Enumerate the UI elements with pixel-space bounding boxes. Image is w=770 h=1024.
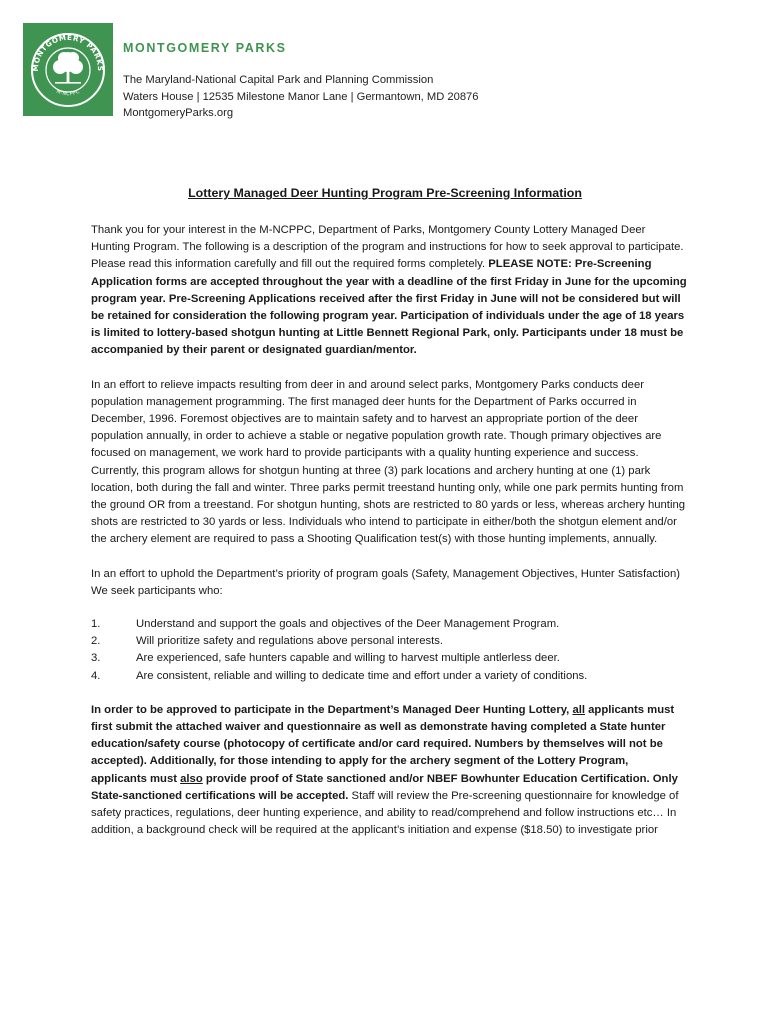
emphasis-all: all <box>572 703 585 716</box>
list-item-number: 3. <box>91 652 101 665</box>
montgomery-parks-logo <box>23 23 113 116</box>
emphasis-also: also <box>180 772 203 785</box>
list-item-text: Are consistent, reliable and willing to dedicate time and effort under a variety of conditions. <box>136 669 588 682</box>
list-item <box>91 616 687 633</box>
approval-requirements-paragraph <box>91 702 687 840</box>
intro-text: Thank you for your interest in the M-NCPPC, Department of Parks, Montgomery County Lottery Managed Deer Hunting Program. The following is a description of the program and instructions for how to seek approval to participate. Please read this information carefully and fill out the required forms completely. <box>91 224 684 271</box>
list-item-text: Understand and support the goals and objectives of the Deer Management Program. <box>136 618 560 631</box>
address-block <box>123 72 479 122</box>
brand-name: MONTGOMERY PARKS <box>123 41 287 55</box>
list-item <box>91 633 687 650</box>
intro-note: PLEASE NOTE: Pre-Screening Application forms are accepted throughout the year with a deadline of the first Friday in June for the upcoming program year. Pre-Screening Applications received after the first Friday in June will not be considered but will be retained for consideration the following program year. Participation of individuals under the age of 18 years is limited to lottery-based shotgun hunting at Little Bennett Regional Park, only. Participants under 18 must be accompanied by their parent or designated guardian/mentor. <box>91 258 687 357</box>
program-description-paragraph: In an effort to relieve impacts resulting from deer in and around select parks, Montgomery Parks conducts deer population management programming. The first managed deer hunts for the Department of Parks occurred in December, 1996. Foremost objectives are to maintain safety and to harvest an appropriate portion of the deer population annually, in order to achieve a stable or negative population growth rate. Though primary objectives are focused on management, we work hard to provide participants with a quality hunting experience and success. Currently, this program allows for shotgun hunting at three (3) park locations and archery hunting at one (1) park location, both during the fall and winter. Three parks permit treestand hunting only, while one park permits hunting from the ground OR from a treestand. For shotgun hunting, shots are restricted to 80 yards or less, whereas archery hunting shots are restricted to 30 yards or less. Individuals who intend to participate in either/both the shotgun element and/or the archery element are required to pass a Shooting Qualification test(s) with those hunting implements, annually. <box>91 378 686 546</box>
list-item-number: 4. <box>91 669 101 682</box>
program-goals-paragraph: In an effort to uphold the Department’s priority of program goals (Safety, Management Objectives, Hunter Satisfaction) We seek participants who: <box>91 567 680 597</box>
list-item-number: 1. <box>91 618 101 631</box>
participant-goals-list <box>91 616 687 685</box>
document-title: Lottery Managed Deer Hunting Program Pre-Screening Information <box>188 186 582 200</box>
tree-seal-icon <box>28 30 108 110</box>
list-item-text: Will prioritize safety and regulations above personal interests. <box>136 635 444 648</box>
list-item-number: 2. <box>91 635 101 648</box>
list-item <box>91 650 687 667</box>
address-line-street: Waters House | 12535 Milestone Manor Lane | Germantown, MD 20876 <box>123 90 479 103</box>
address-line-website: MontgomeryParks.org <box>123 107 234 119</box>
list-item-text: Are experienced, safe hunters capable and willing to harvest multiple antlerless deer. <box>136 652 560 665</box>
logo-bottom-text: M-NCPPC <box>55 89 81 97</box>
requirements-text-1: In order to be approved to participate in the Department’s Managed Deer Hunting Lottery, <box>91 703 573 716</box>
document-body <box>91 222 687 857</box>
requirements-text-2: applicants must first submit the attached waiver and questionnaire as well as demonstrate having completed a State hunter education/safety course (photocopy of certificate and/or card required. Numbers by themselves will not be accepted). Additionally, for those intending to apply for the archery segment of the Lottery Program, applicants must <box>91 703 675 785</box>
address-line-org: The Maryland-National Capital Park and Planning Commission <box>123 74 434 86</box>
intro-paragraph <box>91 222 687 360</box>
requirements-text-3: provide proof of State sanctioned and/or NBEF Bowhunter Education Certification. Only State-sanctioned certifications will be accepted. <box>91 772 678 802</box>
logo-ring-text: MONTGOMERY PARKS <box>30 32 106 72</box>
list-item <box>91 668 687 685</box>
review-text: Staff will review the Pre-screening questionnaire for knowledge of safety practices, regulations, deer hunting experience, and ability to read/comprehend and follow instructions etc… In addition, a background check will be required at the applicant’s initiation and expense ($18.50) to investigate prior <box>91 789 679 837</box>
